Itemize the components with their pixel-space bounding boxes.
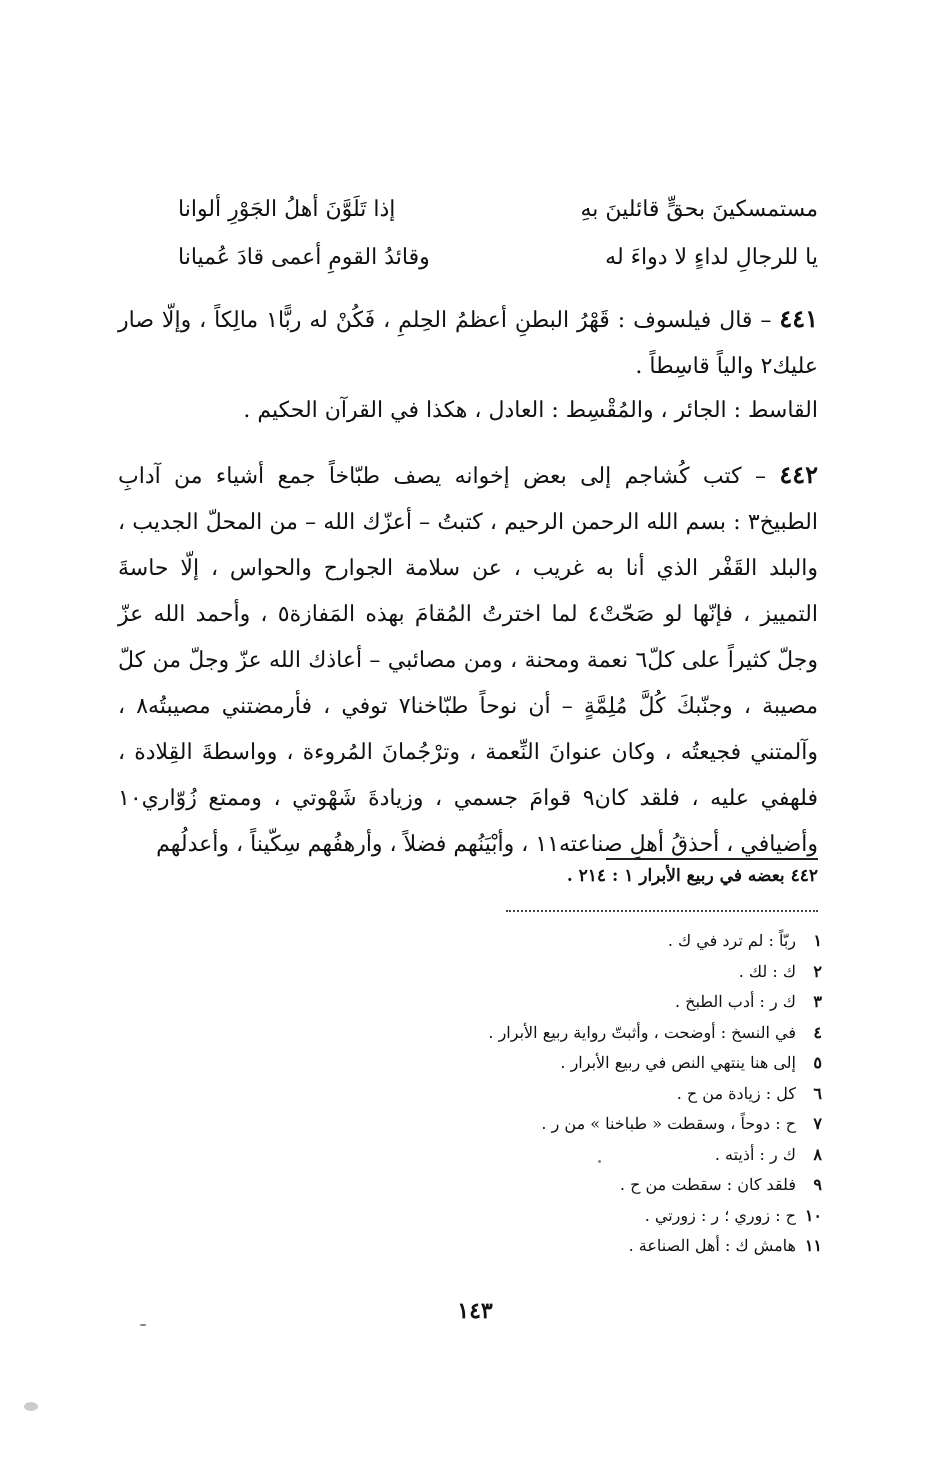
footnote: [402, 987, 822, 1018]
gloss-text: القاسط : الجائر ، والمُقْسِط : العادل ، هكذا في القرآن الحكيم .: [243, 398, 818, 423]
footnote-text: ك ر : أدب الطبخ .: [674, 992, 796, 1011]
entry-text: – قال فيلسوف : قَهْرُ البطنِ أعظمُ الحِلمِ ، فَكُنْ له ربًّا١ مالِكاً ، وإلّا صار عليك٢ والياً قاسِطاً .: [118, 308, 818, 379]
footnote-text: هامش ك : أهل الصناعة .: [628, 1236, 796, 1255]
verse-second-hemistich: وقائدُ القومِ أعمى قادَ عُميانا: [178, 245, 430, 270]
footnote-text: كل : زيادة من ح .: [676, 1083, 796, 1103]
footnote: [402, 1170, 822, 1201]
scan-speck: [598, 1160, 601, 1163]
scan-speck: [24, 1402, 38, 1411]
footnote-text: فلقد كان : سقطت من ح .: [619, 1175, 796, 1194]
footnote-number: ٦: [813, 1083, 822, 1103]
footnote-text: ك : لك .: [738, 961, 796, 981]
footnote: [402, 1231, 822, 1262]
verse-first-hemistich: يا للرجالِ لداءٍ لا دواءَ له: [605, 245, 818, 270]
footnote: [402, 1109, 822, 1140]
entry-442: [118, 452, 818, 868]
poem-verse: [178, 238, 818, 278]
footnotes-list: [402, 926, 822, 1262]
gloss-line: [118, 388, 818, 434]
footnote-number: ٢: [813, 961, 822, 981]
entry-441: [118, 296, 818, 390]
footnote-number: ٧: [813, 1114, 822, 1133]
footnote: [402, 1018, 822, 1049]
footnote-text: ربّاً : لم ترد في ك .: [667, 931, 796, 950]
footnote: [402, 1140, 822, 1171]
scan-speck: [140, 1324, 146, 1326]
footnote-number: ٥: [813, 1053, 822, 1072]
footnote: [402, 926, 822, 957]
footnote: [402, 1048, 822, 1079]
source-reference: ٤٤٢ بعضه في ربيع الأبرار ١ : ٢١٤ .: [566, 866, 818, 886]
footnote: [402, 957, 822, 988]
entry-text: – كتب كُشاجم إلى بعض إخوانه يصف طبّاخاً جمع أشياء من آدابِ الطبيخ٣ : بسم الله الرحمن الرحيم ، كتبتُ – أعزّك الله – من المحلّ الجديب ، والبلد القَفْر الذي أنا به غريب ، عن سلامة الجوارح والحواس ، إلّا حاسةَ التمييز ، فإنّها لو صَحّتْ٤ لما اخترتُ المُقامَ بهذه المَفازة٥ ، وأحمد الله عزّ وجلّ كثيراً على كلّ٦ نعمة ومحنة ، ومن مصائبي – أعاذك الله عزّ وجلّ من كلّ مصيبة ، وجنّبكَ كُلَّ مُلِمَّةٍ – أن نوحاً طبّاخنا٧ توفي ، فأرمضتني مصيبتُه٨ ، وآلمتني فجيعتُه ، وكان عنوانَ النِّعمة ، وترْجُمانَ المُروءة ، وواسطةَ القِلادة ، فلهفي عليه ، فلقد كان٩ قوامَ جسمي ، وزيادةَ شَهْوتي ، وممتع زُوّاري١٠ وأضيافي ، أحذقُ أهلِ صناعته١١ ، وأبْيَنُهم فضلاً ، وأرهفُهم سِكّيناً ، وأعدلُهم: [118, 464, 819, 857]
footnote-number: ١١: [804, 1236, 822, 1255]
footnote-separator: [606, 858, 818, 860]
footnote-number: ١: [813, 931, 822, 950]
poem-verse: [178, 190, 818, 230]
footnote-text: ح : دوحاً ، وسقطت « طباخنا » من ر .: [541, 1114, 796, 1133]
footnote-text: في النسخ : أوضحت ، وأثبتّ رواية ربيع الأبرار .: [488, 1022, 796, 1042]
entry-paragraph: [118, 452, 818, 868]
page-number: ١٤٣: [457, 1298, 493, 1324]
footnote-number: ٤: [813, 1022, 822, 1042]
footnote-number: ٣: [813, 992, 822, 1011]
verse-first-hemistich: مستمسكينَ بحقٍّ قائلينَ بهِ: [580, 197, 818, 222]
dotted-separator: [506, 910, 818, 912]
entry-number: ٤٤٢: [779, 460, 818, 489]
footnote-text: ح : زوري ؛ ر : زورتي .: [644, 1205, 796, 1225]
verse-second-hemistich: إذا تَلَوَّنَ أهلُ الجَوْرِ ألوانا: [178, 197, 396, 222]
footnote-number: ٩: [813, 1175, 822, 1194]
footnote-text: ك ر : أذيته .: [714, 1144, 796, 1164]
entry-paragraph: [118, 296, 818, 390]
footnote-number: ١٠: [804, 1205, 822, 1225]
footnote-text: إلى هنا ينتهي النص في ربيع الأبرار .: [560, 1053, 796, 1072]
footnote: [402, 1201, 822, 1232]
entry-number: ٤٤١: [779, 304, 818, 333]
footnote: [402, 1079, 822, 1110]
footnote-number: ٨: [813, 1144, 822, 1164]
